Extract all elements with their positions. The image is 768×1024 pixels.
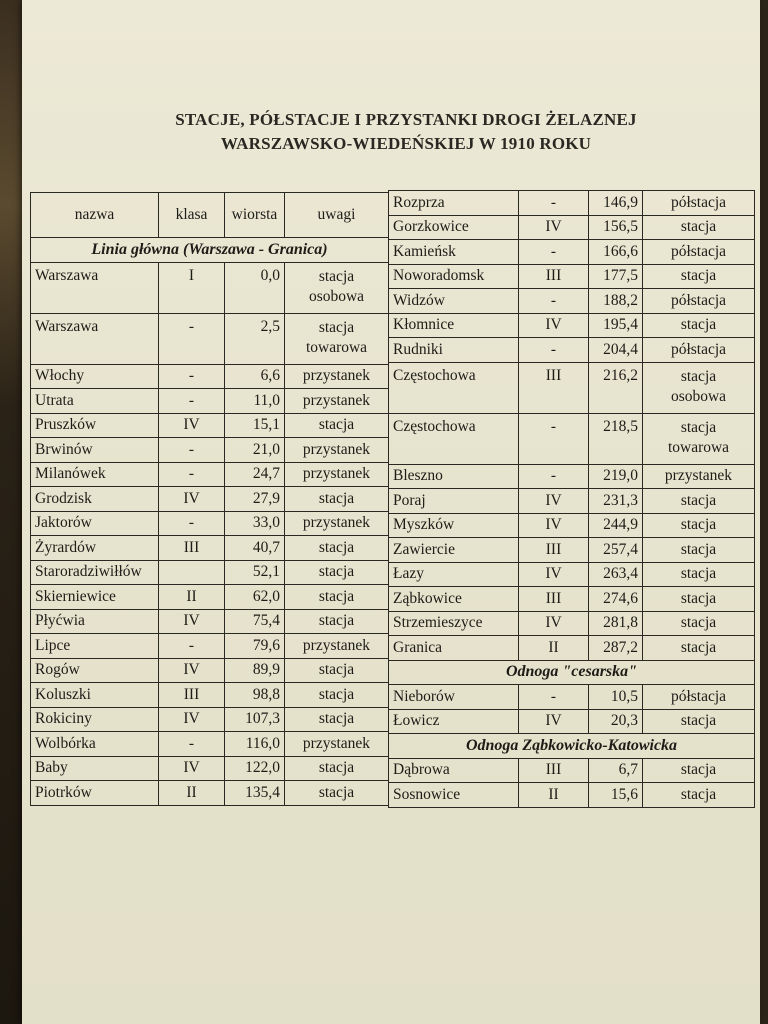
station-class: III (519, 264, 589, 289)
table-row (389, 215, 755, 240)
station-class: - (159, 732, 225, 757)
station-class: IV (159, 487, 225, 512)
station-note-line: stacja (680, 614, 717, 632)
table-row (389, 289, 755, 314)
station-note-line: stacja (318, 587, 355, 605)
station-note-line: stacja (318, 759, 355, 777)
station-verst: 274,6 (589, 587, 643, 612)
station-note-line: stacja (680, 418, 717, 436)
station-class: - (159, 364, 225, 389)
station-note-line: stacja (680, 218, 717, 236)
table-row (31, 313, 389, 364)
station-verst: 177,5 (589, 264, 643, 289)
station-class: IV (159, 658, 225, 683)
station-name: Jaktorów (31, 511, 159, 536)
station-note-line: przystanek (302, 465, 371, 483)
station-class: III (519, 587, 589, 612)
station-name: Włochy (31, 364, 159, 389)
station-class: - (159, 389, 225, 414)
station-note-line: stacja (680, 316, 717, 334)
station-note-line: półstacja (670, 242, 727, 260)
station-class: IV (519, 562, 589, 587)
station-verst: 195,4 (589, 313, 643, 338)
station-notes (285, 487, 389, 512)
station-name: Łazy (389, 562, 519, 587)
station-notes (285, 585, 389, 610)
station-class: - (519, 240, 589, 265)
station-notes (643, 538, 755, 563)
station-note-line: stacja (680, 565, 717, 583)
station-name: Żyrardów (31, 536, 159, 561)
station-verst: 15,1 (225, 413, 285, 438)
table-row (31, 511, 389, 536)
station-name: Poraj (389, 489, 519, 514)
table-row (31, 389, 389, 414)
station-note-line: przystanek (664, 467, 733, 485)
station-notes (643, 413, 755, 464)
station-class: III (159, 683, 225, 708)
station-name: Kamieńsk (389, 240, 519, 265)
station-notes (285, 462, 389, 487)
station-notes (643, 783, 755, 808)
station-name: Staroradziwiłłów (31, 560, 159, 585)
station-notes (643, 362, 755, 413)
header-name: nazwa (31, 193, 159, 238)
station-verst: 21,0 (225, 438, 285, 463)
station-class: - (519, 191, 589, 216)
station-class: - (519, 289, 589, 314)
station-verst: 135,4 (225, 781, 285, 806)
station-name: Rogów (31, 658, 159, 683)
station-notes (285, 511, 389, 536)
table-row (389, 464, 755, 489)
station-class: - (159, 634, 225, 659)
station-notes (643, 587, 755, 612)
station-notes (643, 611, 755, 636)
station-notes (285, 707, 389, 732)
table-row (31, 732, 389, 757)
station-verst: 52,1 (225, 560, 285, 585)
station-note-line: przystanek (302, 636, 371, 654)
station-note-line: przystanek (302, 391, 371, 409)
station-class: IV (519, 513, 589, 538)
station-name: Koluszki (31, 683, 159, 708)
station-verst: 188,2 (589, 289, 643, 314)
header-notes: uwagi (285, 193, 389, 238)
station-verst: 15,6 (589, 783, 643, 808)
station-notes (643, 240, 755, 265)
station-name: Myszków (389, 513, 519, 538)
station-note-line: osobowa (308, 287, 365, 305)
station-verst: 244,9 (589, 513, 643, 538)
station-notes (285, 313, 389, 364)
section-row (31, 238, 389, 263)
table-row (389, 587, 755, 612)
station-notes (643, 464, 755, 489)
station-name: Częstochowa (389, 413, 519, 464)
station-note-line: stacja (318, 318, 355, 336)
station-name: Baby (31, 756, 159, 781)
table-row (389, 758, 755, 783)
station-class: III (519, 538, 589, 563)
station-notes (285, 438, 389, 463)
table-row (389, 313, 755, 338)
station-verst: 40,7 (225, 536, 285, 561)
table-row (31, 536, 389, 561)
station-name: Ząbkowice (389, 587, 519, 612)
station-verst: 33,0 (225, 511, 285, 536)
station-class: IV (519, 611, 589, 636)
station-class: - (159, 313, 225, 364)
station-class: IV (159, 609, 225, 634)
station-note-line: przystanek (302, 734, 371, 752)
title-line-2: WARSZAWSKO-WIEDEŃSKIEJ W 1910 ROKU (220, 134, 592, 153)
station-name: Łowicz (389, 709, 519, 734)
station-note-line: stacja (318, 783, 355, 801)
station-verst: 231,3 (589, 489, 643, 514)
table-row (31, 560, 389, 585)
table-row (389, 240, 755, 265)
station-verst: 6,7 (589, 758, 643, 783)
station-note-line: półstacja (670, 291, 727, 309)
station-name: Skierniewice (31, 585, 159, 610)
table-row (31, 634, 389, 659)
station-note-line: stacja (680, 267, 717, 285)
station-name: Sosnowice (389, 783, 519, 808)
stations-table-left (30, 192, 389, 806)
station-class: II (519, 636, 589, 661)
station-verst: 107,3 (225, 707, 285, 732)
section-zabkowice: Odnoga Ząbkowicko-Katowicka (389, 734, 755, 759)
station-class: - (159, 511, 225, 536)
station-name: Widzów (389, 289, 519, 314)
table-row (389, 636, 755, 661)
station-name: Piotrków (31, 781, 159, 806)
station-name: Nieborów (389, 685, 519, 710)
station-note-line: stacja (318, 563, 355, 581)
station-name: Gorzkowice (389, 215, 519, 240)
header-verst: wiorsta (225, 193, 285, 238)
section-main-line: Linia główna (Warszawa - Granica) (31, 238, 389, 263)
station-notes (643, 513, 755, 538)
station-class: IV (519, 709, 589, 734)
station-name: Milanówek (31, 462, 159, 487)
station-verst: 204,4 (589, 338, 643, 363)
section-cesarska: Odnoga "cesarska" (389, 660, 755, 685)
station-class: II (159, 781, 225, 806)
station-verst: 11,0 (225, 389, 285, 414)
station-verst: 2,5 (225, 313, 285, 364)
station-notes (285, 389, 389, 414)
station-name: Noworadomsk (389, 264, 519, 289)
station-class: I (159, 262, 225, 313)
station-note-line: stacja (318, 538, 355, 556)
station-note-line: stacja (680, 367, 717, 385)
station-note-line: stacja (318, 710, 355, 728)
station-name: Utrata (31, 389, 159, 414)
table-row (31, 756, 389, 781)
station-notes (643, 289, 755, 314)
station-note-line: stacja (680, 540, 717, 558)
station-name: Granica (389, 636, 519, 661)
station-notes (643, 264, 755, 289)
station-notes (285, 560, 389, 585)
station-note-line: stacja (318, 416, 355, 434)
station-class: III (519, 758, 589, 783)
table-row (31, 781, 389, 806)
station-name: Kłomnice (389, 313, 519, 338)
station-note-line: półstacja (670, 340, 727, 358)
document-page (22, 0, 760, 1024)
table-row (389, 413, 755, 464)
station-class: II (159, 585, 225, 610)
station-class: IV (519, 215, 589, 240)
table-row (31, 707, 389, 732)
station-verst: 166,6 (589, 240, 643, 265)
station-verst: 218,5 (589, 413, 643, 464)
table-row (389, 709, 755, 734)
station-name: Bleszno (389, 464, 519, 489)
station-class: - (159, 438, 225, 463)
station-class (159, 560, 225, 585)
station-verst: 75,4 (225, 609, 285, 634)
station-notes (643, 758, 755, 783)
table-row (389, 191, 755, 216)
station-note-line: półstacja (670, 687, 727, 705)
station-name: Warszawa (31, 262, 159, 313)
station-verst: 0,0 (225, 262, 285, 313)
station-notes (285, 732, 389, 757)
section-row (389, 660, 755, 685)
station-note-line: przystanek (302, 514, 371, 532)
station-name: Wolbórka (31, 732, 159, 757)
table-row (389, 513, 755, 538)
table-row (31, 438, 389, 463)
station-notes (285, 364, 389, 389)
station-class: IV (519, 489, 589, 514)
station-name: Grodzisk (31, 487, 159, 512)
station-class: - (519, 464, 589, 489)
station-verst: 156,5 (589, 215, 643, 240)
station-note-line: towarowa (305, 338, 368, 356)
station-note-line: stacja (680, 491, 717, 509)
table-row (31, 658, 389, 683)
station-verst: 98,8 (225, 683, 285, 708)
station-verst: 10,5 (589, 685, 643, 710)
station-class: IV (159, 756, 225, 781)
station-notes (643, 313, 755, 338)
station-notes (285, 413, 389, 438)
station-verst: 27,9 (225, 487, 285, 512)
station-class: - (519, 685, 589, 710)
table-row (31, 585, 389, 610)
station-notes (285, 683, 389, 708)
station-note-line: stacja (318, 267, 355, 285)
section-row (389, 734, 755, 759)
station-notes (285, 634, 389, 659)
station-verst: 20,3 (589, 709, 643, 734)
title-line-1: STACJE, PÓŁSTACJE I PRZYSTANKI DROGI ŻELAZNEJ (175, 110, 637, 129)
station-name: Strzemieszyce (389, 611, 519, 636)
stations-table-right (388, 190, 755, 808)
table-row (389, 562, 755, 587)
station-name: Częstochowa (389, 362, 519, 413)
table-row (389, 489, 755, 514)
station-class: III (519, 362, 589, 413)
station-notes (285, 609, 389, 634)
table-row (31, 413, 389, 438)
station-class: III (159, 536, 225, 561)
station-notes (285, 756, 389, 781)
station-name: Rozprza (389, 191, 519, 216)
station-notes (285, 536, 389, 561)
station-note-line: stacja (680, 712, 717, 730)
station-name: Zawiercie (389, 538, 519, 563)
station-notes (285, 658, 389, 683)
station-verst: 146,9 (589, 191, 643, 216)
station-class: - (519, 338, 589, 363)
station-note-line: stacja (680, 761, 717, 779)
station-verst: 6,6 (225, 364, 285, 389)
station-notes (285, 781, 389, 806)
station-verst: 62,0 (225, 585, 285, 610)
station-class: IV (159, 413, 225, 438)
table-row (389, 538, 755, 563)
table-row (31, 262, 389, 313)
station-name: Rokiciny (31, 707, 159, 732)
station-note-line: stacja (680, 785, 717, 803)
station-notes (643, 685, 755, 710)
station-verst: 257,4 (589, 538, 643, 563)
station-name: Warszawa (31, 313, 159, 364)
station-notes (643, 489, 755, 514)
station-name: Pruszków (31, 413, 159, 438)
station-notes (643, 636, 755, 661)
table-row (31, 683, 389, 708)
station-verst: 79,6 (225, 634, 285, 659)
station-name: Płyćwia (31, 609, 159, 634)
station-verst: 24,7 (225, 462, 285, 487)
station-class: - (159, 462, 225, 487)
station-verst: 263,4 (589, 562, 643, 587)
station-note-line: przystanek (302, 367, 371, 385)
station-note-line: półstacja (670, 193, 727, 211)
station-verst: 216,2 (589, 362, 643, 413)
table-header-row (31, 193, 389, 238)
station-note-line: osobowa (670, 387, 727, 405)
station-notes (643, 709, 755, 734)
station-name: Rudniki (389, 338, 519, 363)
header-class: klasa (159, 193, 225, 238)
table-row (389, 611, 755, 636)
table-row (31, 609, 389, 634)
table-row (389, 783, 755, 808)
table-row (31, 364, 389, 389)
station-name: Brwinów (31, 438, 159, 463)
station-class: IV (519, 313, 589, 338)
station-note-line: stacja (318, 612, 355, 630)
station-note-line: stacja (318, 489, 355, 507)
station-note-line: stacja (318, 685, 355, 703)
station-notes (643, 191, 755, 216)
station-note-line: towarowa (667, 438, 730, 456)
station-notes (643, 562, 755, 587)
station-notes (643, 338, 755, 363)
station-verst: 116,0 (225, 732, 285, 757)
station-verst: 219,0 (589, 464, 643, 489)
station-note-line: stacja (680, 589, 717, 607)
station-note-line: stacja (318, 661, 355, 679)
table-row (389, 338, 755, 363)
table-row (389, 685, 755, 710)
station-verst: 287,2 (589, 636, 643, 661)
station-verst: 281,8 (589, 611, 643, 636)
station-class: IV (159, 707, 225, 732)
station-notes (285, 262, 389, 313)
station-note-line: stacja (680, 516, 717, 534)
station-notes (643, 215, 755, 240)
table-row (389, 362, 755, 413)
station-note-line: stacja (680, 638, 717, 656)
station-name: Dąbrowa (389, 758, 519, 783)
station-verst: 122,0 (225, 756, 285, 781)
table-row (389, 264, 755, 289)
page-title (22, 108, 760, 156)
station-name: Lipce (31, 634, 159, 659)
table-row (31, 462, 389, 487)
station-class: - (519, 413, 589, 464)
table-row (31, 487, 389, 512)
station-note-line: przystanek (302, 440, 371, 458)
station-class: II (519, 783, 589, 808)
station-verst: 89,9 (225, 658, 285, 683)
